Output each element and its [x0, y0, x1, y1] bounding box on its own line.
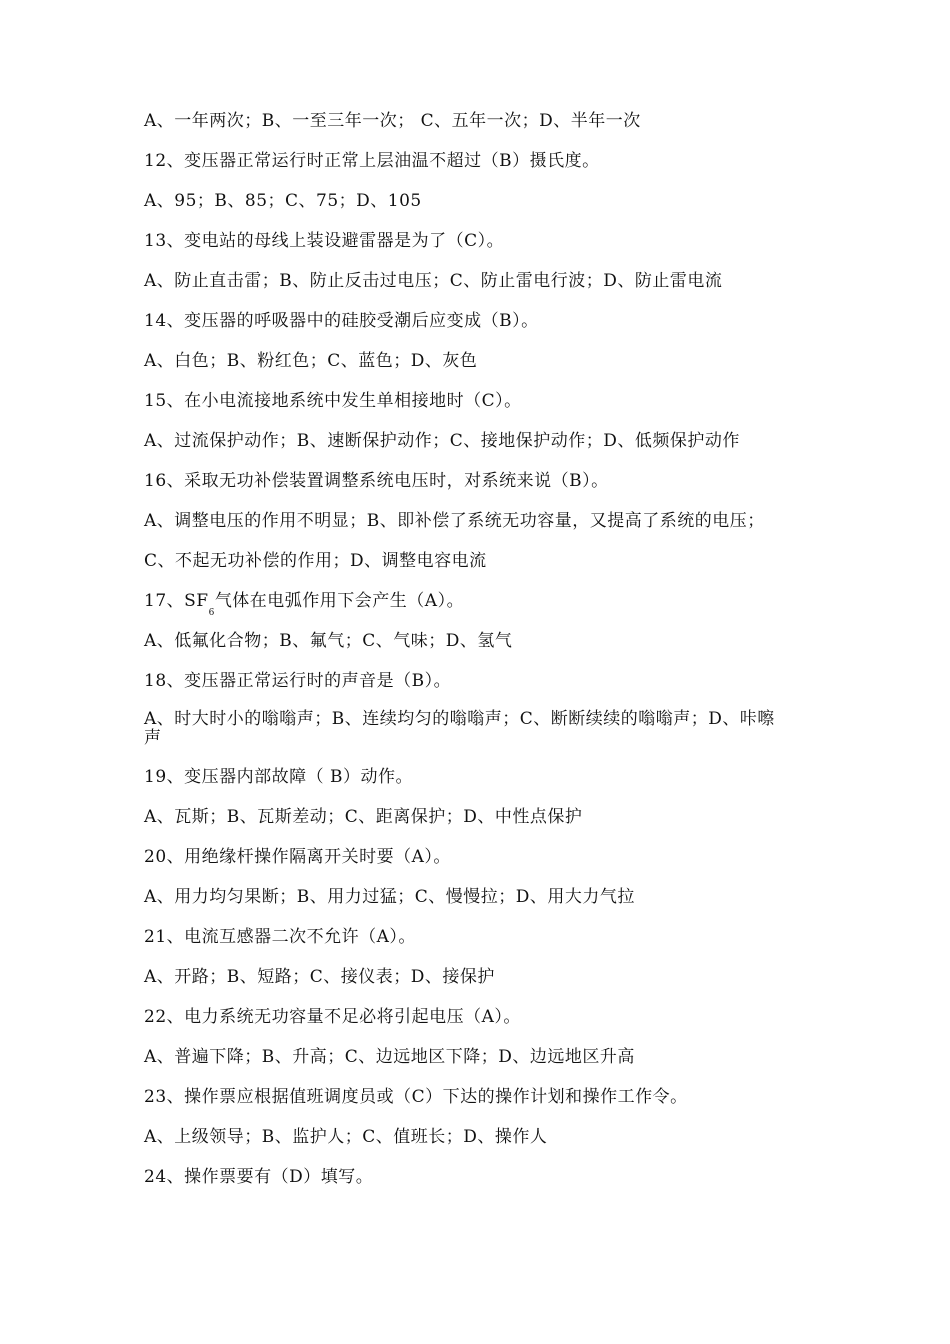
q17-question	[144, 590, 824, 618]
q22-options: A、普遍下降；B、升高；C、边远地区下降；D、边远地区升高	[144, 1047, 635, 1067]
q21-question: 21、电流互感器二次不允许（A）。	[144, 927, 416, 947]
q18-options-line1: A、时大时小的嗡嗡声；B、连续均匀的嗡嗡声；C、断断续续的嗡嗡声；D、咔嚓	[144, 709, 775, 729]
q19-question: 19、变压器内部故障（ B）动作。	[144, 767, 414, 787]
q22-question: 22、电力系统无功容量不足必将引起电压（A）。	[144, 1007, 521, 1027]
q11-options: A、一年两次；B、一至三年一次； C、五年一次；D、半年一次	[144, 111, 641, 131]
q23-options: A、上级领导；B、监护人；C、值班长；D、操作人	[144, 1127, 548, 1147]
document-body	[144, 110, 824, 1206]
q16-options-line2: C、不起无功补偿的作用；D、调整电容电流	[144, 551, 487, 571]
q15-options: A、过流保护动作；B、速断保护动作；C、接地保护动作；D、低频保护动作	[144, 431, 740, 451]
q21-options: A、开路；B、短路；C、接仪表；D、接保护	[144, 967, 495, 987]
q17-prefix: 17、SF	[144, 591, 209, 611]
q24-question: 24、操作票要有（D）填写。	[144, 1167, 374, 1187]
q12-options: A、95；B、85；C、75；D、105	[144, 191, 422, 211]
q16-options-line1: A、调整电压的作用不明显；B、即补偿了系统无功容量，又提高了系统的电压；	[144, 511, 765, 531]
q12-question: 12、变压器正常运行时正常上层油温不超过（B）摄氏度。	[144, 151, 600, 171]
q13-options: A、防止直击雷；B、防止反击过电压；C、防止雷电行波；D、防止雷电流	[144, 271, 723, 291]
q19-options: A、瓦斯；B、瓦斯差动；C、距离保护；D、中性点保护	[144, 807, 583, 827]
q13-question: 13、变电站的母线上装设避雷器是为了（C）。	[144, 231, 505, 251]
q16-question: 16、采取无功补偿装置调整系统电压时，对系统来说（B）。	[144, 471, 609, 491]
q17-subscript: 6	[208, 608, 215, 618]
q14-question: 14、变压器的呼吸器中的硅胶受潮后应变成（B）。	[144, 311, 539, 331]
q18-options	[144, 710, 824, 748]
q15-question: 15、在小电流接地系统中发生单相接地时（C）。	[144, 391, 522, 411]
q18-question: 18、变压器正常运行时的声音是（B）。	[144, 671, 452, 691]
q18-options-line2: 声	[144, 728, 162, 748]
q23-question: 23、操作票应根据值班调度员或（C）下达的操作计划和操作工作令。	[144, 1087, 688, 1107]
q17-suffix: 气体在电弧作用下会产生（A）。	[214, 591, 465, 611]
q17-options: A、低氟化合物；B、氟气；C、气味；D、氢气	[144, 631, 513, 651]
q20-question: 20、用绝缘杆操作隔离开关时要（A）。	[144, 847, 451, 867]
q20-options: A、用力均匀果断；B、用力过猛；C、慢慢拉；D、用大力气拉	[144, 887, 635, 907]
q14-options: A、白色；B、粉红色；C、蓝色；D、灰色	[144, 351, 478, 371]
